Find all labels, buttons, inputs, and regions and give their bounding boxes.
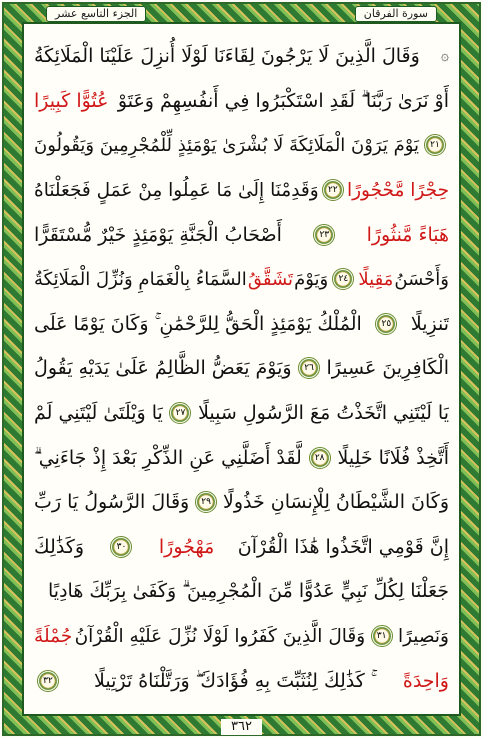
hizb-star-icon: ۞ bbox=[440, 48, 449, 65]
text-line bbox=[34, 391, 449, 436]
verse-text: يَا وَيْلَتَىٰ لَيْتَنِي لَمْ bbox=[34, 402, 163, 425]
page-header bbox=[22, 6, 461, 22]
ayah-number-marker: ٢٧ bbox=[169, 402, 191, 424]
highlighted-word: هَبَاءً مَّنثُورًا bbox=[366, 223, 449, 246]
verse-text: السَّمَاءُ بِالْغَمَامِ وَنُزِّلَ الْمَلَائِكَةُ bbox=[34, 268, 247, 290]
verse-text: وَأَحْسَنُ bbox=[394, 268, 449, 290]
ayah-number-marker: ٣١ bbox=[371, 625, 393, 647]
text-line bbox=[34, 79, 449, 124]
verse-text: إِنَّ قَوْمِي اتَّخَذُوا هَٰذَا الْقُرْآنَ bbox=[237, 535, 449, 558]
verse-text: وَقَالَ الرَّسُولُ يَا رَبِّ bbox=[34, 491, 190, 514]
ayah-number-marker: ٢٣ bbox=[313, 224, 335, 246]
text-line bbox=[34, 525, 449, 570]
ayah-number-marker: ٢٩ bbox=[195, 491, 217, 513]
text-line bbox=[34, 614, 449, 659]
ayah-number-marker: ٣٠ bbox=[110, 536, 132, 558]
verse-text: جَعَلْنَا لِكُلِّ نَبِيٍّ عَدُوًّا مِّنَ الْمُجْرِمِينَ ۗ وَكَفَىٰ بِرَبِّكَ هَادِيًا bbox=[48, 580, 449, 603]
surah-name: سورة الفرقان bbox=[355, 6, 437, 22]
verse-text: وَكَانَ الشَّيْطَانُ لِلْإِنسَانِ خَذُولًا bbox=[223, 491, 449, 514]
text-line bbox=[34, 480, 449, 525]
ayah-number-marker: ٢١ bbox=[424, 134, 446, 156]
verse-text: يَوْمَ يَرَوْنَ الْمَلَائِكَةَ لَا بُشْرَىٰ يَوْمَئِذٍ لِّلْمُجْرِمِينَ وَيَقُولُونَ bbox=[34, 134, 420, 156]
verse-text: أَتَّخِذْ فُلَانًا خَلِيلًا bbox=[337, 446, 449, 469]
text-line bbox=[34, 212, 449, 257]
text-line bbox=[34, 168, 449, 213]
text-line bbox=[34, 257, 449, 302]
verse-text: لَّقَدْ أَضَلَّنِي عَنِ الذِّكْرِ بَعْدَ إِذْ جَاءَنِي ۗ bbox=[34, 446, 302, 469]
highlighted-word: مَهْجُورًا bbox=[158, 535, 215, 558]
quran-text bbox=[34, 34, 449, 704]
text-line bbox=[34, 435, 449, 480]
verse-text: وَقَالَ الَّذِينَ كَفَرُوا لَوْلَا نُزِّلَ عَلَيْهِ الْقُرْآنُ bbox=[74, 625, 366, 647]
text-line bbox=[34, 123, 449, 168]
verse-text: أَصْحَابُ الْجَنَّةِ يَوْمَئِذٍ خَيْرٌ مُّسْتَقَرًّا bbox=[34, 223, 282, 246]
verse-text: تَنزِيلًا bbox=[410, 312, 449, 335]
ayah-number-marker: ٢٥ bbox=[375, 313, 397, 335]
verse-text: الْكَافِرِينَ عَسِيرًا bbox=[326, 357, 449, 380]
text-line bbox=[34, 346, 449, 391]
verse-text: وَنَصِيرًا bbox=[397, 625, 449, 647]
page-number: ٣٦٢ bbox=[221, 719, 262, 735]
juz-label: الجزء التاسع عشر bbox=[46, 6, 146, 22]
ayah-number-marker: ٣٢ bbox=[37, 670, 59, 692]
verse-text: أَوْ نَرَىٰ رَبَّنَا ۗ لَقَدِ اسْتَكْبَرُوا فِي أَنفُسِهِمْ وَعَتَوْ bbox=[117, 89, 449, 112]
verse-text: وَقَالَ الَّذِينَ لَا يَرْجُونَ لِقَاءَنَا لَوْلَا أُنزِلَ عَلَيْنَا الْمَلَائِكَةُ bbox=[34, 45, 420, 68]
ayah-number-marker: ٢٤ bbox=[332, 268, 354, 290]
verse-text: ۚ كَذَٰلِكَ لِنُثَبِّتَ بِهِ فُؤَادَكَ ۖ وَرَتَّلْنَاهُ تَرْتِيلًا bbox=[94, 669, 371, 692]
text-line bbox=[34, 34, 449, 79]
highlighted-word: مَقِيلًا bbox=[358, 268, 394, 290]
ayah-number-marker: ٢٦ bbox=[298, 357, 320, 379]
verse-text: وَكَذَٰلِكَ bbox=[34, 535, 85, 558]
highlighted-word: تَشَقَّقُ bbox=[247, 268, 294, 290]
verse-text: الْمُلْكُ يَوْمَئِذٍ الْحَقُّ لِلرَّحْمَٰنِ ۚ وَكَانَ يَوْمًا عَلَى bbox=[34, 312, 362, 335]
highlighted-word: حِجْرًا مَّحْجُورًا bbox=[346, 179, 449, 201]
text-line bbox=[34, 658, 449, 703]
highlighted-word: وَاحِدَةً bbox=[402, 669, 449, 692]
highlighted-word: عُتُوًّا كَبِيرًا bbox=[34, 89, 109, 112]
ayah-number-marker: ٢٨ bbox=[309, 447, 331, 469]
verse-text: يَا لَيْتَنِي اتَّخَذْتُ مَعَ الرَّسُولِ سَبِيلًا bbox=[198, 402, 449, 425]
page-footer bbox=[0, 718, 483, 736]
highlighted-word: جُمْلَةً bbox=[34, 625, 73, 647]
verse-text: وَيَوْمَ يَعَضُّ الظَّالِمُ عَلَىٰ يَدَيْهِ يَقُولُ bbox=[34, 357, 292, 380]
text-line bbox=[34, 569, 449, 614]
verse-text: وَقَدِمْنَا إِلَىٰ مَا عَمِلُوا مِنْ عَمَلٍ فَجَعَلْنَاهُ bbox=[34, 179, 319, 201]
text-line bbox=[34, 302, 449, 347]
ayah-number-marker: ٢٢ bbox=[322, 179, 344, 201]
verse-text: وَيَوْمَ bbox=[294, 268, 329, 290]
